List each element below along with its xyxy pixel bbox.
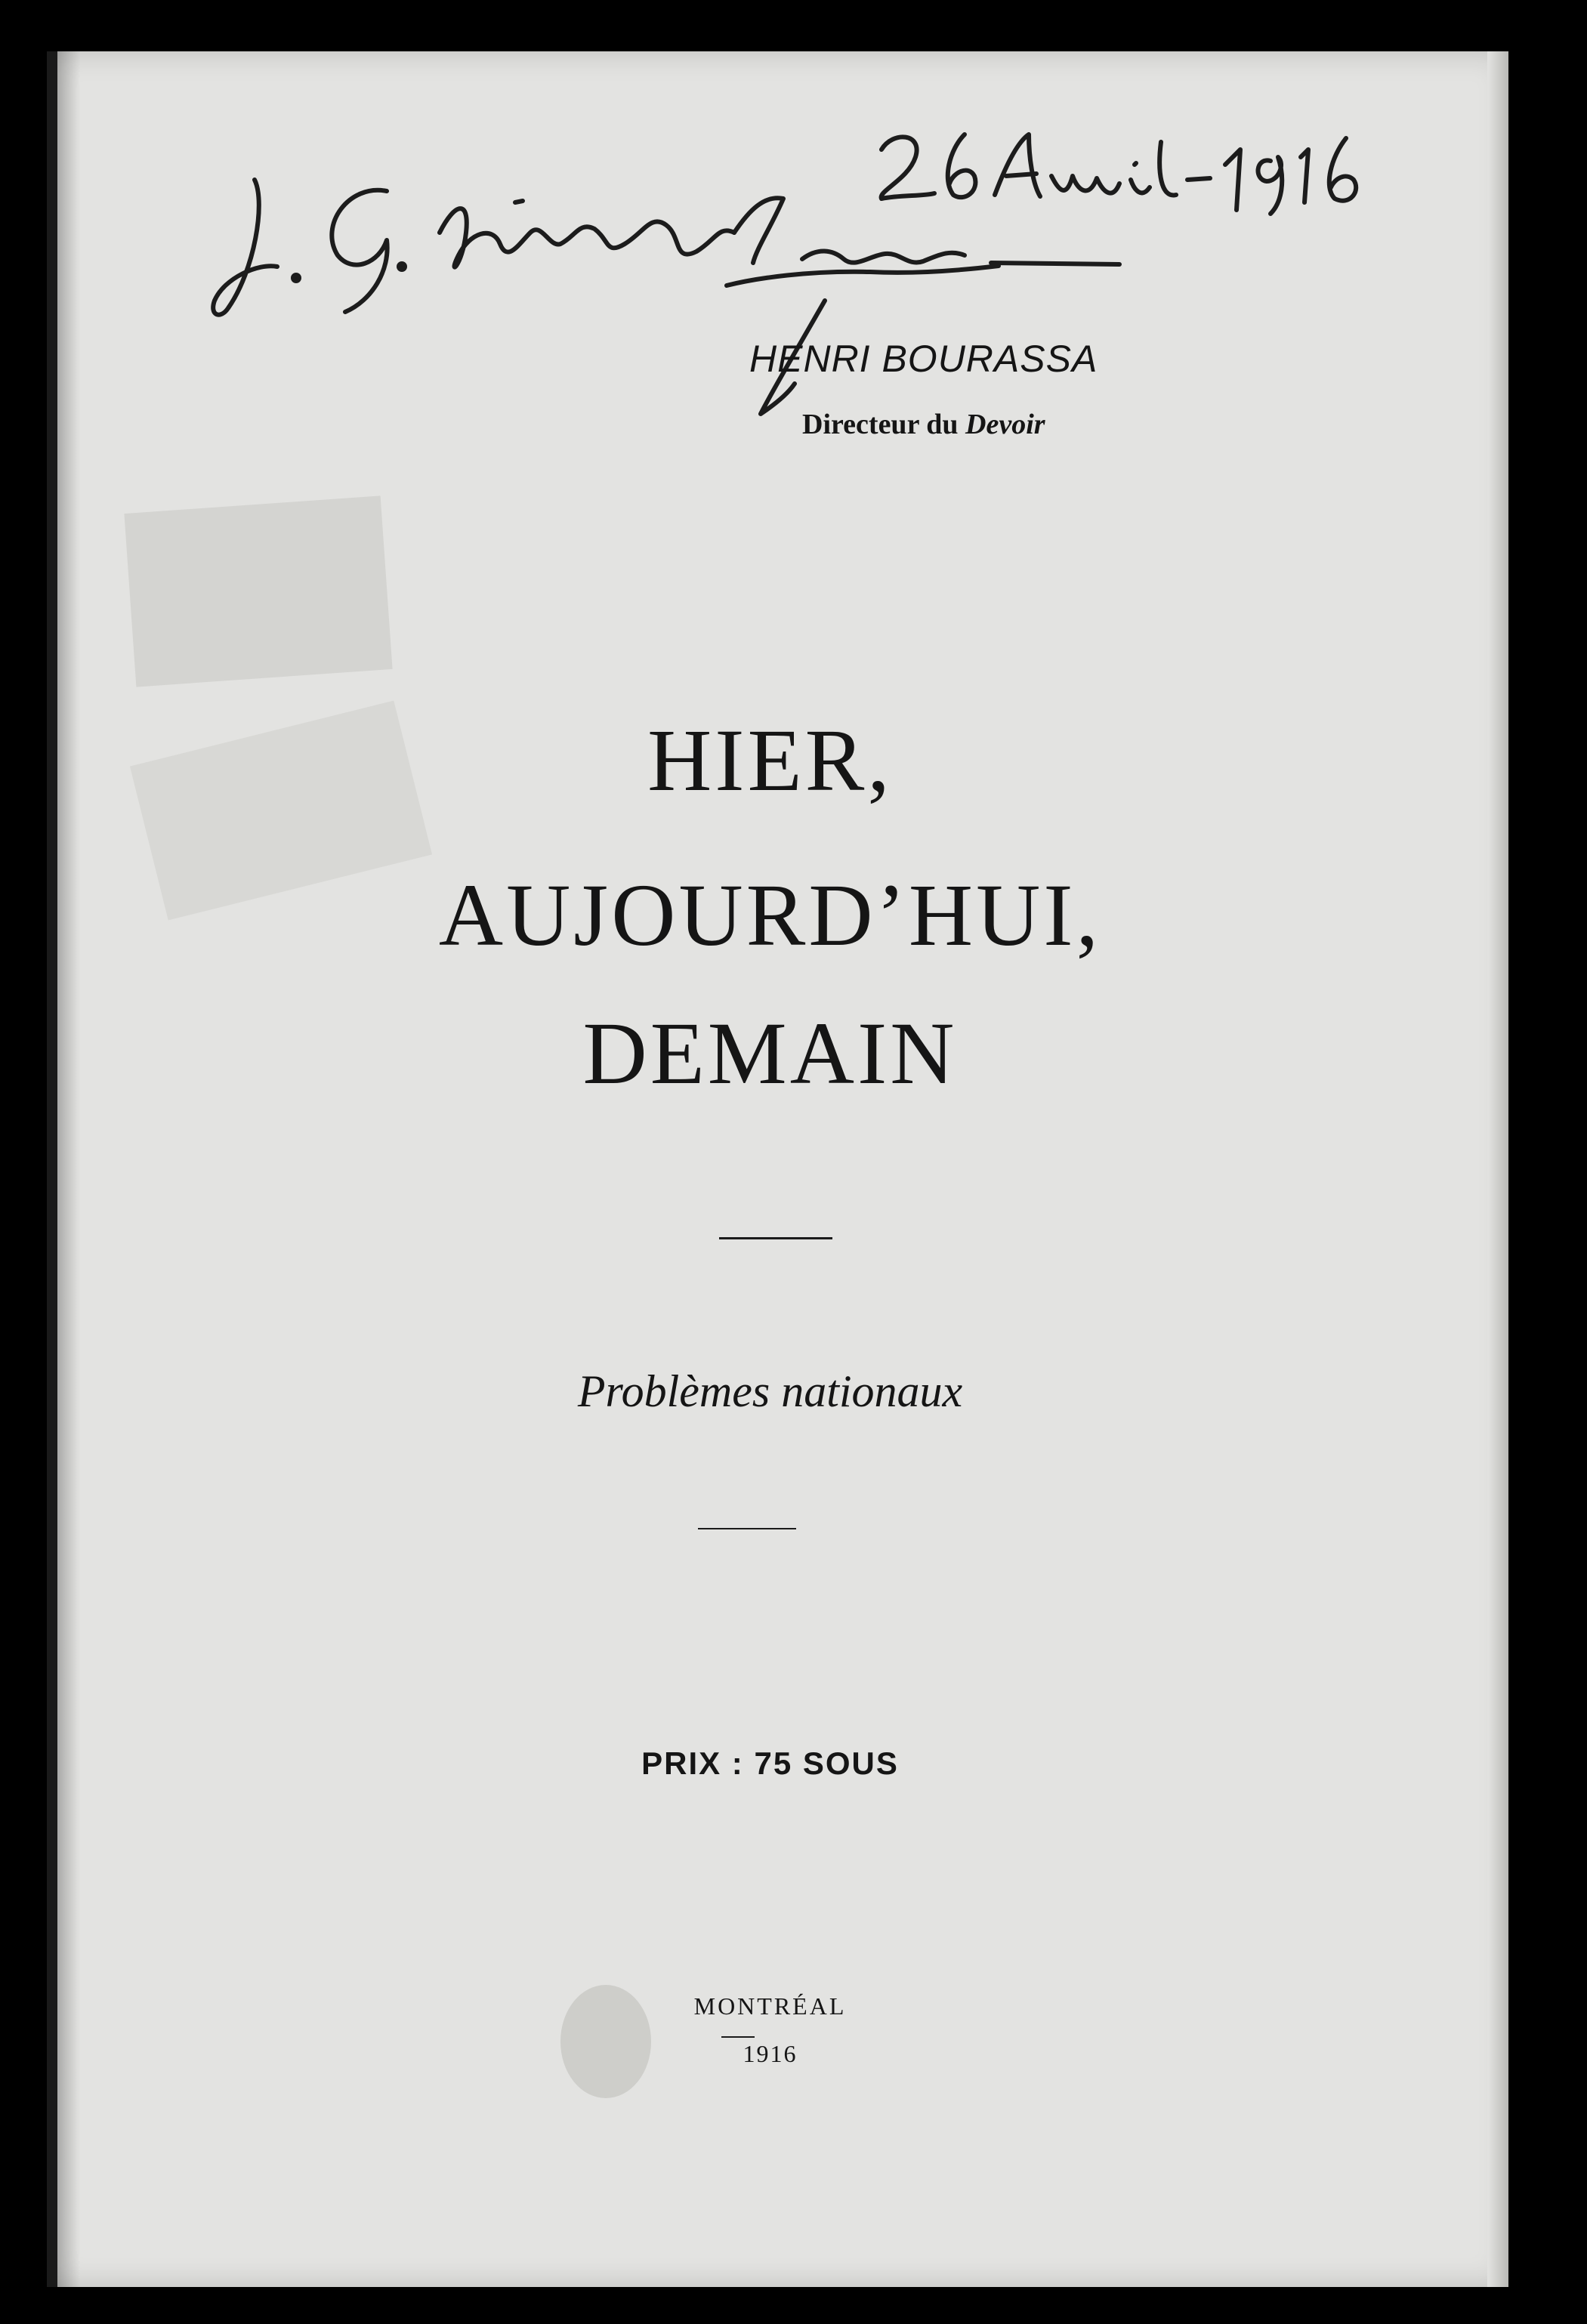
imprint-year: 1916 — [743, 2040, 798, 2067]
publication-name: Devoir — [965, 409, 1045, 440]
handwritten-date — [881, 134, 1357, 214]
author-name: HENRI BOURASSA — [749, 338, 1098, 380]
author-role — [802, 408, 1331, 441]
handwritten-annotations — [47, 51, 1508, 580]
title-line-2: AUJOURD’HUI, — [438, 866, 1102, 964]
subtitle: Problèmes nationaux — [577, 1366, 963, 1416]
imprint-rule — [721, 2036, 755, 2038]
title-line-3: DEMAIN — [582, 1004, 958, 1103]
author-role-prefix: Directeur du — [802, 409, 959, 440]
title-line-1: HIER, — [647, 711, 893, 810]
imprint-city: MONTRÉAL — [693, 1992, 847, 2020]
divider-rule — [719, 1237, 832, 1239]
price-label: PRIX : 75 SOUS — [641, 1745, 899, 1781]
title-page — [47, 51, 1508, 2287]
divider-rule — [698, 1528, 796, 1529]
